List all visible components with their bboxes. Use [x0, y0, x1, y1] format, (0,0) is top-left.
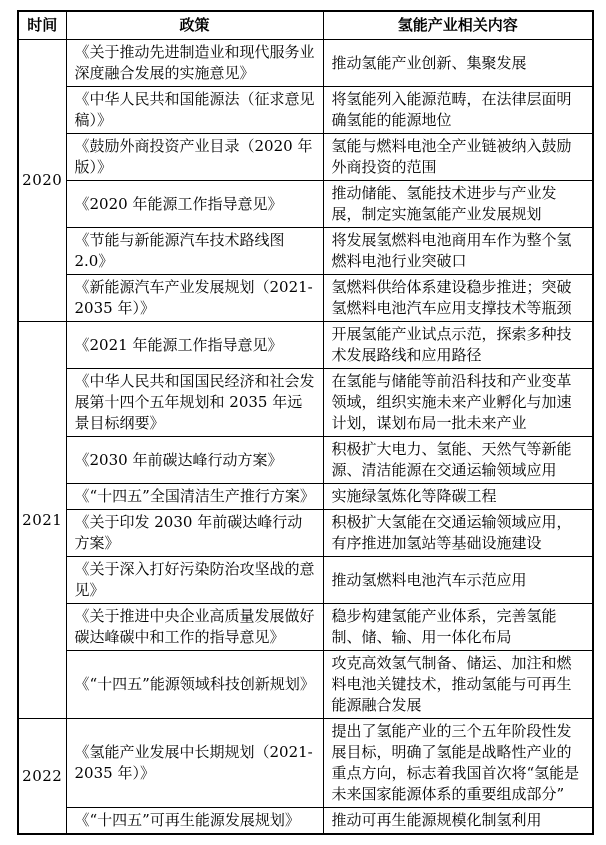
policy-cell: 《关于推进中央企业高质量发展做好碳达峰碳中和工作的指导意见》	[66, 604, 323, 651]
policy-cell: 《氢能产业发展中长期规划（2021-2035 年）》	[66, 719, 323, 808]
policy-cell: 《2030 年前碳达峰行动方案》	[66, 437, 323, 484]
policy-cell: 《关于深入打好污染防治攻坚战的意见》	[66, 557, 323, 604]
year-cell: 2022	[18, 719, 66, 835]
content-cell: 推动氢能产业创新、集聚发展	[323, 40, 593, 87]
table-row	[18, 87, 593, 134]
policy-cell: 《中华人民共和国能源法（征求意见稿）》	[66, 87, 323, 134]
policy-cell: 《“十四五”可再生能源发展规划》	[66, 808, 323, 835]
content-cell: 提出了氢能产业的三个五年阶段性发展目标，明确了氢能是战略性产业的重点方向，标志着我国首次将“氢能是未来国家能源体系的重要组成部分”	[323, 719, 593, 808]
hydrogen-policy-table	[17, 10, 594, 835]
policy-cell: 《2021 年能源工作指导意见》	[66, 322, 323, 369]
content-cell: 积极扩大氢能在交通运输领域应用，有序推进加氢站等基础设施建设	[323, 510, 593, 557]
content-cell: 推动可再生能源规模化制氢利用	[323, 808, 593, 835]
table-row	[18, 808, 593, 835]
table-row	[18, 369, 593, 437]
table-row	[18, 437, 593, 484]
content-cell: 开展氢能产业试点示范，探索多种技术发展路线和应用路径	[323, 322, 593, 369]
content-cell: 氢能与燃料电池全产业链被纳入鼓励外商投资的范围	[323, 134, 593, 181]
policy-cell: 《新能源汽车产业发展规划（2021-2035 年）》	[66, 275, 323, 322]
policy-cell: 《节能与新能源汽车技术路线图 2.0》	[66, 228, 323, 275]
header-row	[18, 11, 593, 40]
table-row	[18, 228, 593, 275]
column-header-content: 氢能产业相关内容	[323, 11, 593, 40]
content-cell: 实施绿氢炼化等降碳工程	[323, 484, 593, 510]
year-cell: 2020	[18, 40, 66, 322]
content-cell: 攻克高效氢气制备、储运、加注和燃料电池关键技术，推动氢能与可再生能源融合发展	[323, 651, 593, 719]
table-row	[18, 557, 593, 604]
policy-cell: 《关于推动先进制造业和现代服务业深度融合发展的实施意见》	[66, 40, 323, 87]
policy-cell: 《“十四五”全国清洁生产推行方案》	[66, 484, 323, 510]
table-row	[18, 484, 593, 510]
table-row	[18, 510, 593, 557]
content-cell: 推动氢燃料电池汽车示范应用	[323, 557, 593, 604]
policy-cell: 《2020 年能源工作指导意见》	[66, 181, 323, 228]
content-cell: 将发展氢燃料电池商用车作为整个氢燃料电池行业突破口	[323, 228, 593, 275]
policy-cell: 《鼓励外商投资产业目录（2020 年版）》	[66, 134, 323, 181]
table-row	[18, 322, 593, 369]
table-row	[18, 181, 593, 228]
column-header-policy: 政策	[66, 11, 323, 40]
policy-cell: 《中华人民共和国国民经济和社会发展第十四个五年规划和 2035 年远景目标纲要》	[66, 369, 323, 437]
table-row	[18, 719, 593, 808]
content-cell: 推动储能、氢能技术进步与产业发展，制定实施氢能产业发展规划	[323, 181, 593, 228]
policy-cell: 《关于印发 2030 年前碳达峰行动方案》	[66, 510, 323, 557]
table-row	[18, 604, 593, 651]
year-cell: 2021	[18, 322, 66, 719]
column-header-time: 时间	[18, 11, 66, 40]
content-cell: 氢燃料供给体系建设稳步推进；突破氢燃料电池汽车应用支撑技术等瓶颈	[323, 275, 593, 322]
policy-cell: 《“十四五”能源领域科技创新规划》	[66, 651, 323, 719]
content-cell: 将氢能列入能源范畴，在法律层面明确氢能的能源地位	[323, 87, 593, 134]
table-row	[18, 134, 593, 181]
content-cell: 积极扩大电力、氢能、天然气等新能源、清洁能源在交通运输领域应用	[323, 437, 593, 484]
table-row	[18, 651, 593, 719]
content-cell: 稳步构建氢能产业体系，完善氢能制、储、输、用一体化布局	[323, 604, 593, 651]
content-cell: 在氢能与储能等前沿科技和产业变革领域，组织实施未来产业孵化与加速计划，谋划布局一批未来产业	[323, 369, 593, 437]
table-row	[18, 275, 593, 322]
table-row	[18, 40, 593, 87]
